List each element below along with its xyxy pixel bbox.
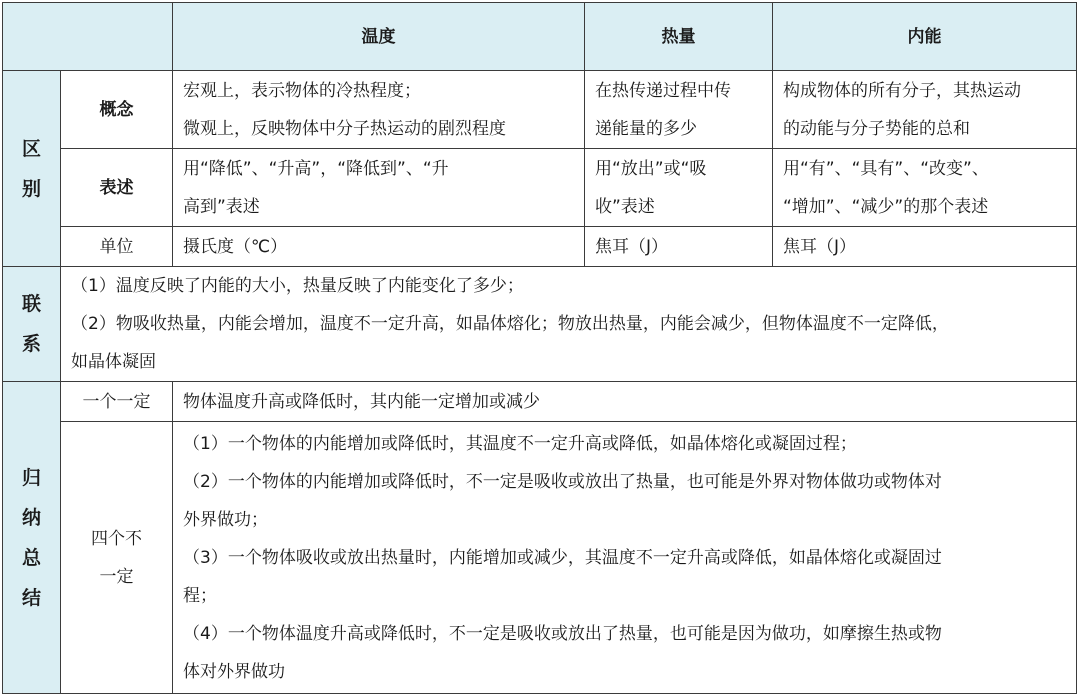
row-certain	[3, 382, 1077, 422]
unit-internal-energy: 焦耳（J）	[773, 227, 1077, 267]
certain-text: 物体温度升高或降低时，其内能一定增加或减少	[173, 382, 1077, 422]
section-relation-label: 联 系	[3, 267, 61, 382]
row-uncertain	[3, 422, 1077, 694]
header-internal-energy: 内能	[773, 3, 1077, 71]
unit-heat: 焦耳（J）	[585, 227, 773, 267]
concept-internal-energy: 构成物体的所有分子，其热运动 的动能与分子势能的总和	[773, 71, 1077, 149]
expression-label: 表述	[61, 149, 173, 227]
row-relation	[3, 267, 1077, 382]
expression-temperature: 用“降低”、“升高”，“降低到”、“升 高到”表述	[173, 149, 585, 227]
uncertain-text: （1）一个物体的内能增加或降低时，其温度不一定升高或降低，如晶体熔化或凝固过程； （2）一个物体的内能增加或降低时，不一定是吸收或放出了热量，也可能是外界对物体做功或物体对 外界做功； （3）一个物体吸收或放出热量时，内能增加或减少，其温度不一定升高或降低，如晶体熔化或凝固过 程； （4）一个物体温度升高或降低时，不一定是吸收或放出了热量，也可能是因为做功，如摩擦生热或物 体对外界做功	[173, 422, 1077, 694]
relation-text: （1）温度反映了内能的大小，热量反映了内能变化了多少； （2）物吸收热量，内能会增加，温度不一定升高，如晶体熔化；物放出热量，内能会减少，但物体温度不一定降低， 如晶体凝固	[61, 267, 1077, 382]
header-temperature: 温度	[173, 3, 585, 71]
section-difference-label: 区 别	[3, 71, 61, 267]
concept-label: 概念	[61, 71, 173, 149]
section-summary-label: 归 纳 总 结	[3, 382, 61, 694]
comparison-table	[2, 2, 1077, 694]
unit-temperature: 摄氏度（℃）	[173, 227, 585, 267]
uncertain-label: 四个不 一定	[61, 422, 173, 694]
unit-label: 单位	[61, 227, 173, 267]
expression-internal-energy: 用“有”、“具有”、“改变”、 “增加”、“减少”的那个表述	[773, 149, 1077, 227]
row-unit	[3, 227, 1077, 267]
row-expression	[3, 149, 1077, 227]
expression-heat: 用“放出”或“吸 收”表述	[585, 149, 773, 227]
row-concept	[3, 71, 1077, 149]
header-heat: 热量	[585, 3, 773, 71]
certain-label: 一个一定	[61, 382, 173, 422]
concept-heat: 在热传递过程中传 递能量的多少	[585, 71, 773, 149]
header-corner	[3, 3, 173, 71]
concept-temperature: 宏观上，表示物体的冷热程度； 微观上，反映物体中分子热运动的剧烈程度	[173, 71, 585, 149]
header-row	[3, 3, 1077, 71]
